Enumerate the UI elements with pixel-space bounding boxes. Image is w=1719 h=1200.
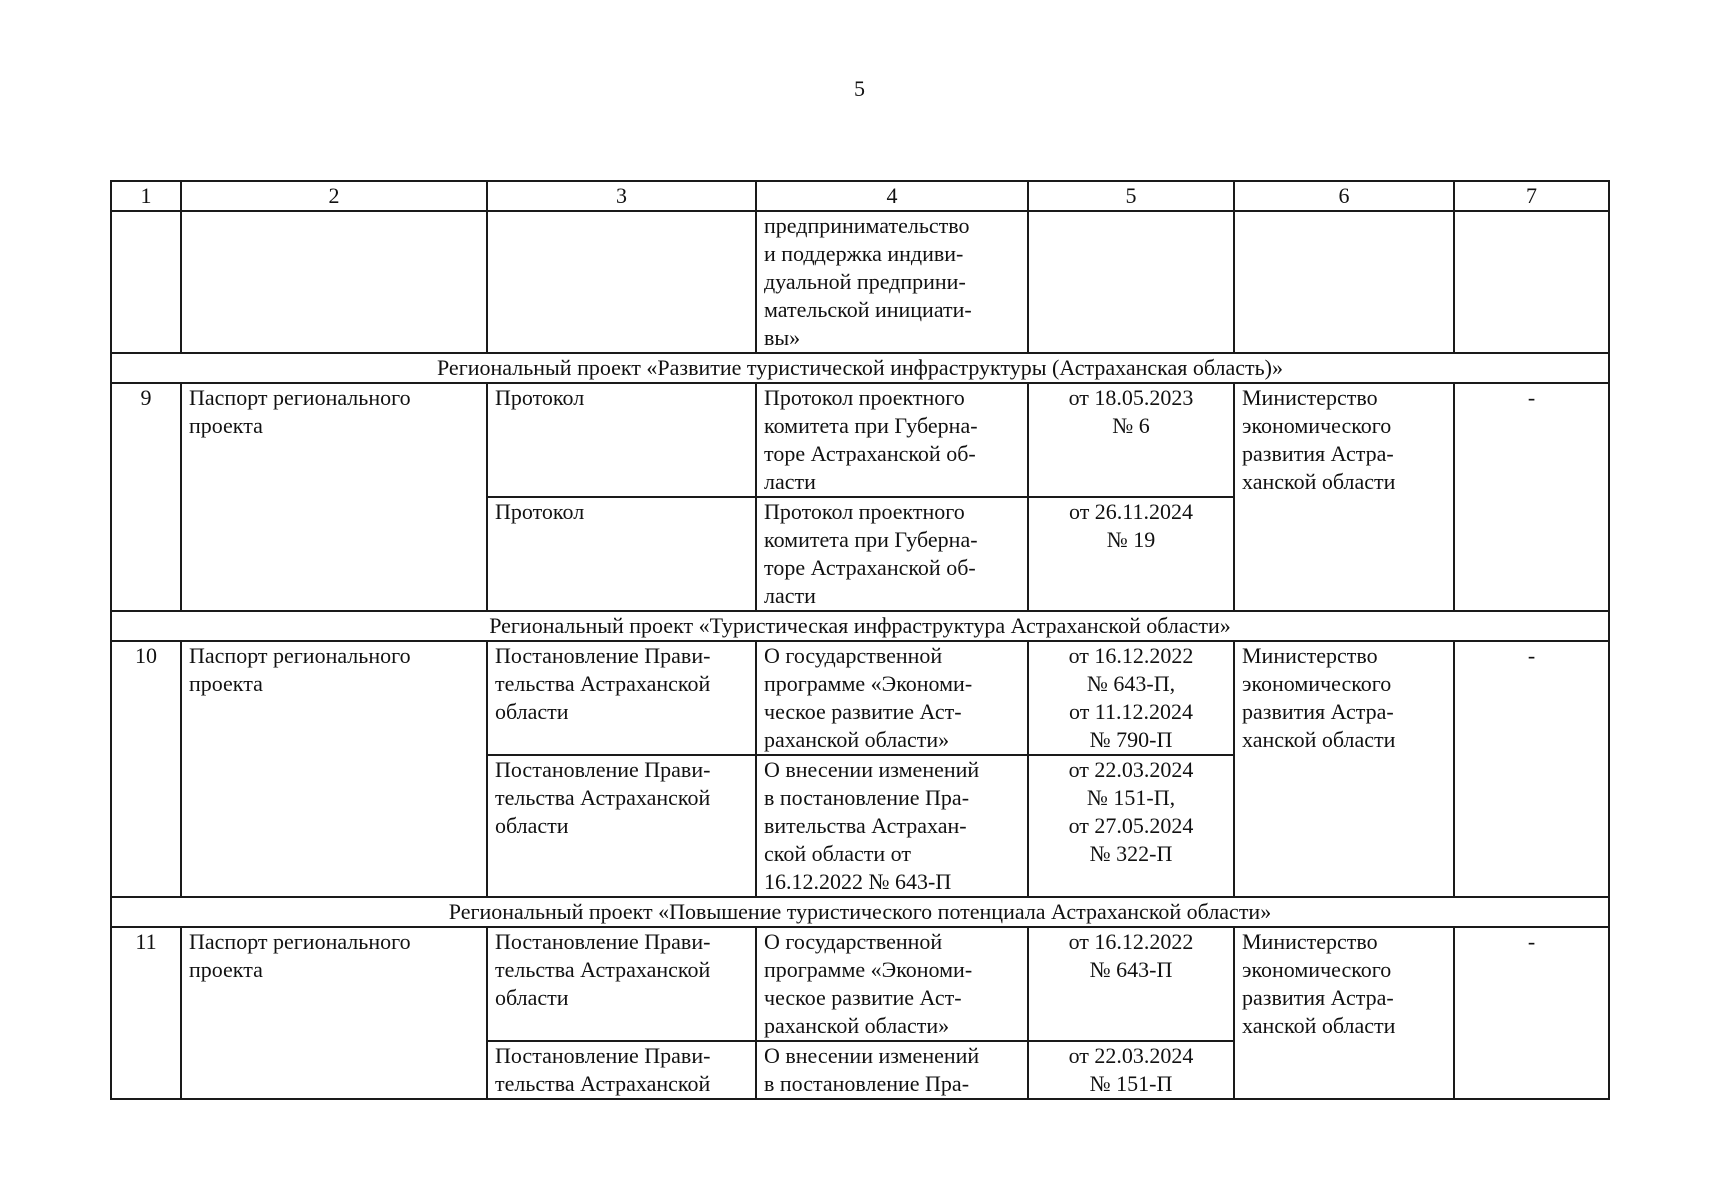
act-date-number: от 16.12.2022 № 643-П, от 11.12.2024 № 790-П (1028, 641, 1234, 755)
act-date-number: от 22.03.2024 № 151-П (1028, 1041, 1234, 1099)
column-header: 6 (1234, 181, 1454, 211)
act-kind: Постановление Прави- тельства Астраханской области (487, 755, 756, 897)
column-7-value: - (1454, 383, 1609, 611)
row-number: 9 (111, 383, 181, 611)
act-title: Протокол проектного комитета при Губерна- торе Астраханской об- ласти (756, 497, 1028, 611)
responsible-ministry: Министерство экономического развития Астра- ханской области (1234, 641, 1454, 897)
table-row (111, 641, 1609, 755)
section-heading-row (111, 897, 1609, 927)
act-kind: Протокол (487, 497, 756, 611)
table-cell (181, 211, 487, 353)
act-title: О государственной программе «Экономи- ческое развитие Аст- раханской области» (756, 927, 1028, 1041)
responsible-ministry: Министерство экономического развития Астра- ханской области (1234, 927, 1454, 1099)
column-header: 5 (1028, 181, 1234, 211)
column-header: 7 (1454, 181, 1609, 211)
act-title: О государственной программе «Экономи- ческое развитие Аст- раханской области» (756, 641, 1028, 755)
document-type: Паспорт регионального проекта (181, 927, 487, 1099)
act-date-number: от 16.12.2022 № 643-П (1028, 927, 1234, 1041)
act-kind: Постановление Прави- тельства Астраханской (487, 1041, 756, 1099)
document-type: Паспорт регионального проекта (181, 383, 487, 611)
table-cell (111, 211, 181, 353)
column-header: 2 (181, 181, 487, 211)
section-heading-row (111, 611, 1609, 641)
act-kind: Постановление Прави- тельства Астраханской области (487, 641, 756, 755)
act-kind: Протокол (487, 383, 756, 497)
table-cell (1028, 211, 1234, 353)
table-cell (1454, 211, 1609, 353)
table-cell (1234, 211, 1454, 353)
act-date-number: от 22.03.2024 № 151-П, от 27.05.2024 № 322-П (1028, 755, 1234, 897)
column-header-row (111, 181, 1609, 211)
section-title: Региональный проект «Туристическая инфраструктура Астраханской области» (111, 611, 1609, 641)
act-title: О внесении изменений в постановление Пра- вительства Астрахан- ской области от 16.12.2022 № 643-П (756, 755, 1028, 897)
act-title: Протокол проектного комитета при Губерна- торе Астраханской об- ласти (756, 383, 1028, 497)
column-header: 4 (756, 181, 1028, 211)
continued-document-title: предпринимательство и поддержка индиви- дуальной предприни- мательской инициати- вы» (756, 211, 1028, 353)
column-7-value: - (1454, 927, 1609, 1099)
section-title: Региональный проект «Повышение туристического потенциала Астраханской области» (111, 897, 1609, 927)
table-row (111, 383, 1609, 497)
section-heading-row (111, 353, 1609, 383)
row-number: 10 (111, 641, 181, 897)
table-cell (487, 211, 756, 353)
act-title: О внесении изменений в постановление Пра- (756, 1041, 1028, 1099)
column-7-value: - (1454, 641, 1609, 897)
continuation-row (111, 211, 1609, 353)
table-row (111, 927, 1609, 1041)
act-date-number: от 18.05.2023 № 6 (1028, 383, 1234, 497)
registry-table (110, 180, 1610, 1100)
section-title: Региональный проект «Развитие туристической инфраструктуры (Астраханская область)» (111, 353, 1609, 383)
row-number: 11 (111, 927, 181, 1099)
act-date-number: от 26.11.2024 № 19 (1028, 497, 1234, 611)
column-header: 3 (487, 181, 756, 211)
document-type: Паспорт регионального проекта (181, 641, 487, 897)
page-number: 5 (854, 76, 865, 101)
column-header: 1 (111, 181, 181, 211)
responsible-ministry: Министерство экономического развития Астра- ханской области (1234, 383, 1454, 611)
act-kind: Постановление Прави- тельства Астраханской области (487, 927, 756, 1041)
